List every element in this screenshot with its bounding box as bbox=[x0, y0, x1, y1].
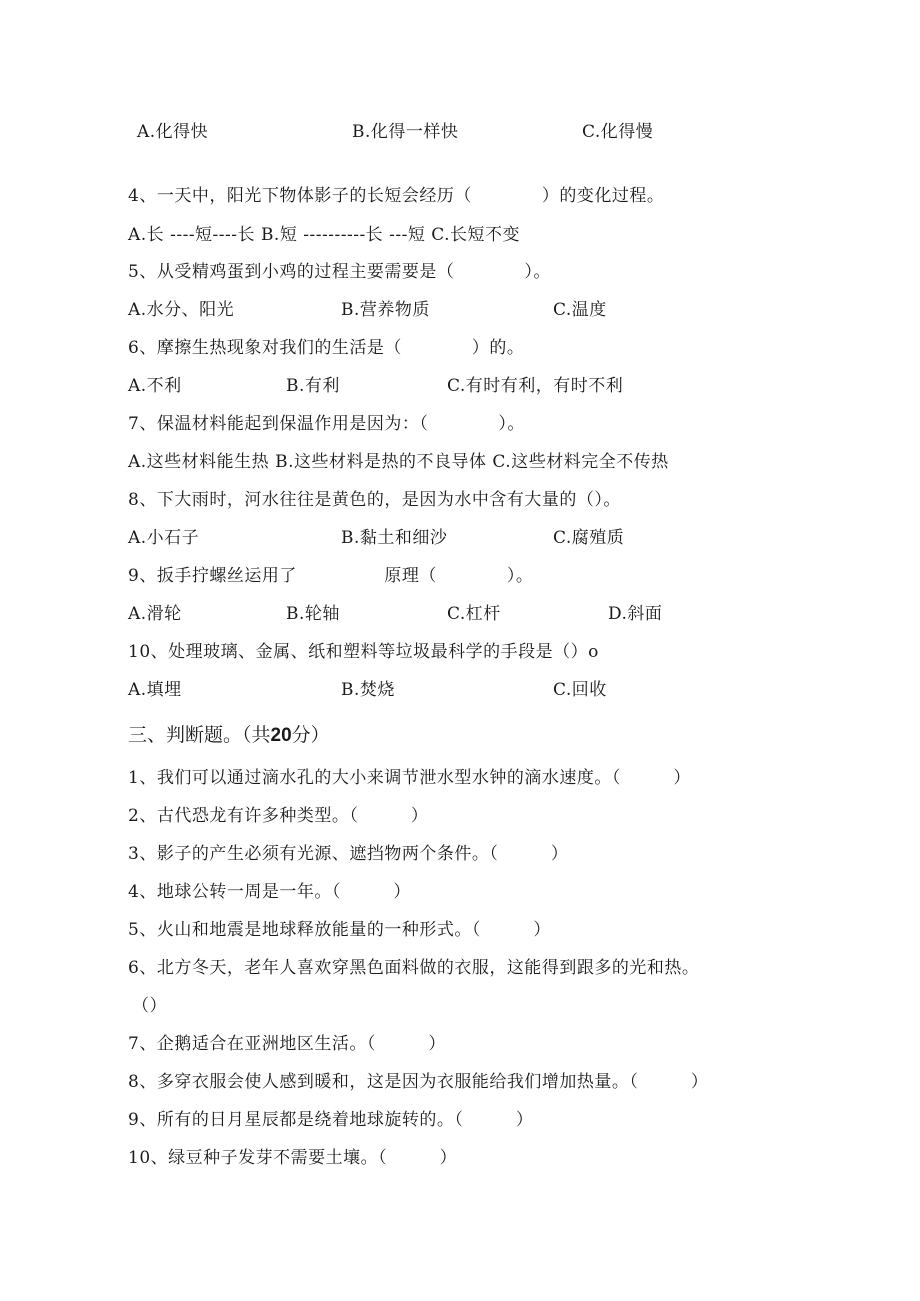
question-5-option-c: C.温度 bbox=[553, 300, 607, 320]
section-3-title-suffix: 分） bbox=[291, 724, 330, 746]
tf-question-6: 6、北方冬天，老年人喜欢穿黑色面料做的衣服，这能得到跟多的光和热。 bbox=[128, 958, 700, 978]
question-4: 4、一天中，阳光下物体影子的长短会经历（ ）的变化过程。 bbox=[128, 186, 665, 206]
tf-question-9: 9、所有的日月星辰都是绕着地球旋转的。（ ） bbox=[128, 1110, 534, 1130]
tf-question-6-blank: （） bbox=[132, 996, 167, 1016]
tf-question-1: 1、我们可以通过滴水孔的大小来调节泄水型水钟的滴水速度。（ ） bbox=[128, 768, 691, 788]
tf-question-10: 10、绿豆种子发芽不需要土壤。（ ） bbox=[128, 1148, 458, 1168]
section-3-heading bbox=[128, 722, 330, 749]
question-9: 9、扳手拧螺丝运用了 原理（ ）。 bbox=[128, 566, 534, 586]
question-8-option-b: B.黏土和细沙 bbox=[341, 528, 448, 548]
question-6-option-b: B.有利 bbox=[286, 376, 340, 396]
question-9-option-b: B.轮轴 bbox=[286, 604, 340, 624]
question-8-option-c: C.腐殖质 bbox=[553, 528, 625, 548]
question-5: 5、从受精鸡蛋到小鸡的过程主要需要是（ ）。 bbox=[128, 262, 551, 282]
prev-option-b: B.化得一样快 bbox=[352, 122, 459, 142]
question-10-option-a: A.填埋 bbox=[128, 680, 182, 700]
question-10: 10、处理玻璃、金属、纸和塑料等垃圾最科学的手段是（）o bbox=[128, 642, 599, 662]
question-10-option-c: C.回收 bbox=[553, 680, 607, 700]
tf-question-4: 4、地球公转一周是一年。（ ） bbox=[128, 882, 411, 902]
tf-question-7: 7、企鹅适合在亚洲地区生活。（ ） bbox=[128, 1034, 446, 1054]
question-6: 6、摩擦生热现象对我们的生活是（ ）的。 bbox=[128, 338, 525, 358]
question-9-option-d: D.斜面 bbox=[608, 604, 663, 624]
question-8: 8、下大雨时，河水往往是黄色的，是因为水中含有大量的（）。 bbox=[128, 490, 621, 510]
prev-option-a: A.化得快 bbox=[137, 122, 209, 142]
question-4-options: A.长 ----短----长 B.短 ----------长 ---短 C.长短不变 bbox=[128, 225, 521, 245]
tf-question-2: 2、古代恐龙有许多种类型。（ ） bbox=[128, 806, 429, 826]
tf-question-5: 5、火山和地震是地球释放能量的一种形式。（ ） bbox=[128, 920, 551, 940]
section-3-title-prefix: 三、判断题。（共 bbox=[128, 724, 271, 746]
question-5-option-b: B.营养物质 bbox=[341, 300, 430, 320]
question-7: 7、保温材料能起到保温作用是因为：（ ）。 bbox=[128, 414, 525, 434]
question-6-option-c: C.有时有利，有时不利 bbox=[447, 376, 624, 396]
question-8-option-a: A.小石子 bbox=[128, 528, 200, 548]
question-10-option-b: B.焚烧 bbox=[341, 680, 395, 700]
question-5-option-a: A.水分、阳光 bbox=[128, 300, 235, 320]
question-9-option-c: C.杠杆 bbox=[447, 604, 501, 624]
tf-question-3: 3、影子的产生必须有光源、遮挡物两个条件。（ ） bbox=[128, 844, 569, 864]
question-6-option-a: A.不利 bbox=[128, 376, 182, 396]
question-9-option-a: A.滑轮 bbox=[128, 604, 182, 624]
section-3-score: 20 bbox=[270, 725, 292, 746]
question-7-options: A.这些材料能生热 B.这些材料是热的不良导体 C.这些材料完全不传热 bbox=[128, 452, 669, 472]
prev-option-c: C.化得慢 bbox=[582, 122, 654, 142]
tf-question-8: 8、多穿衣服会使人感到暖和，这是因为衣服能给我们增加热量。（ ） bbox=[128, 1072, 709, 1092]
